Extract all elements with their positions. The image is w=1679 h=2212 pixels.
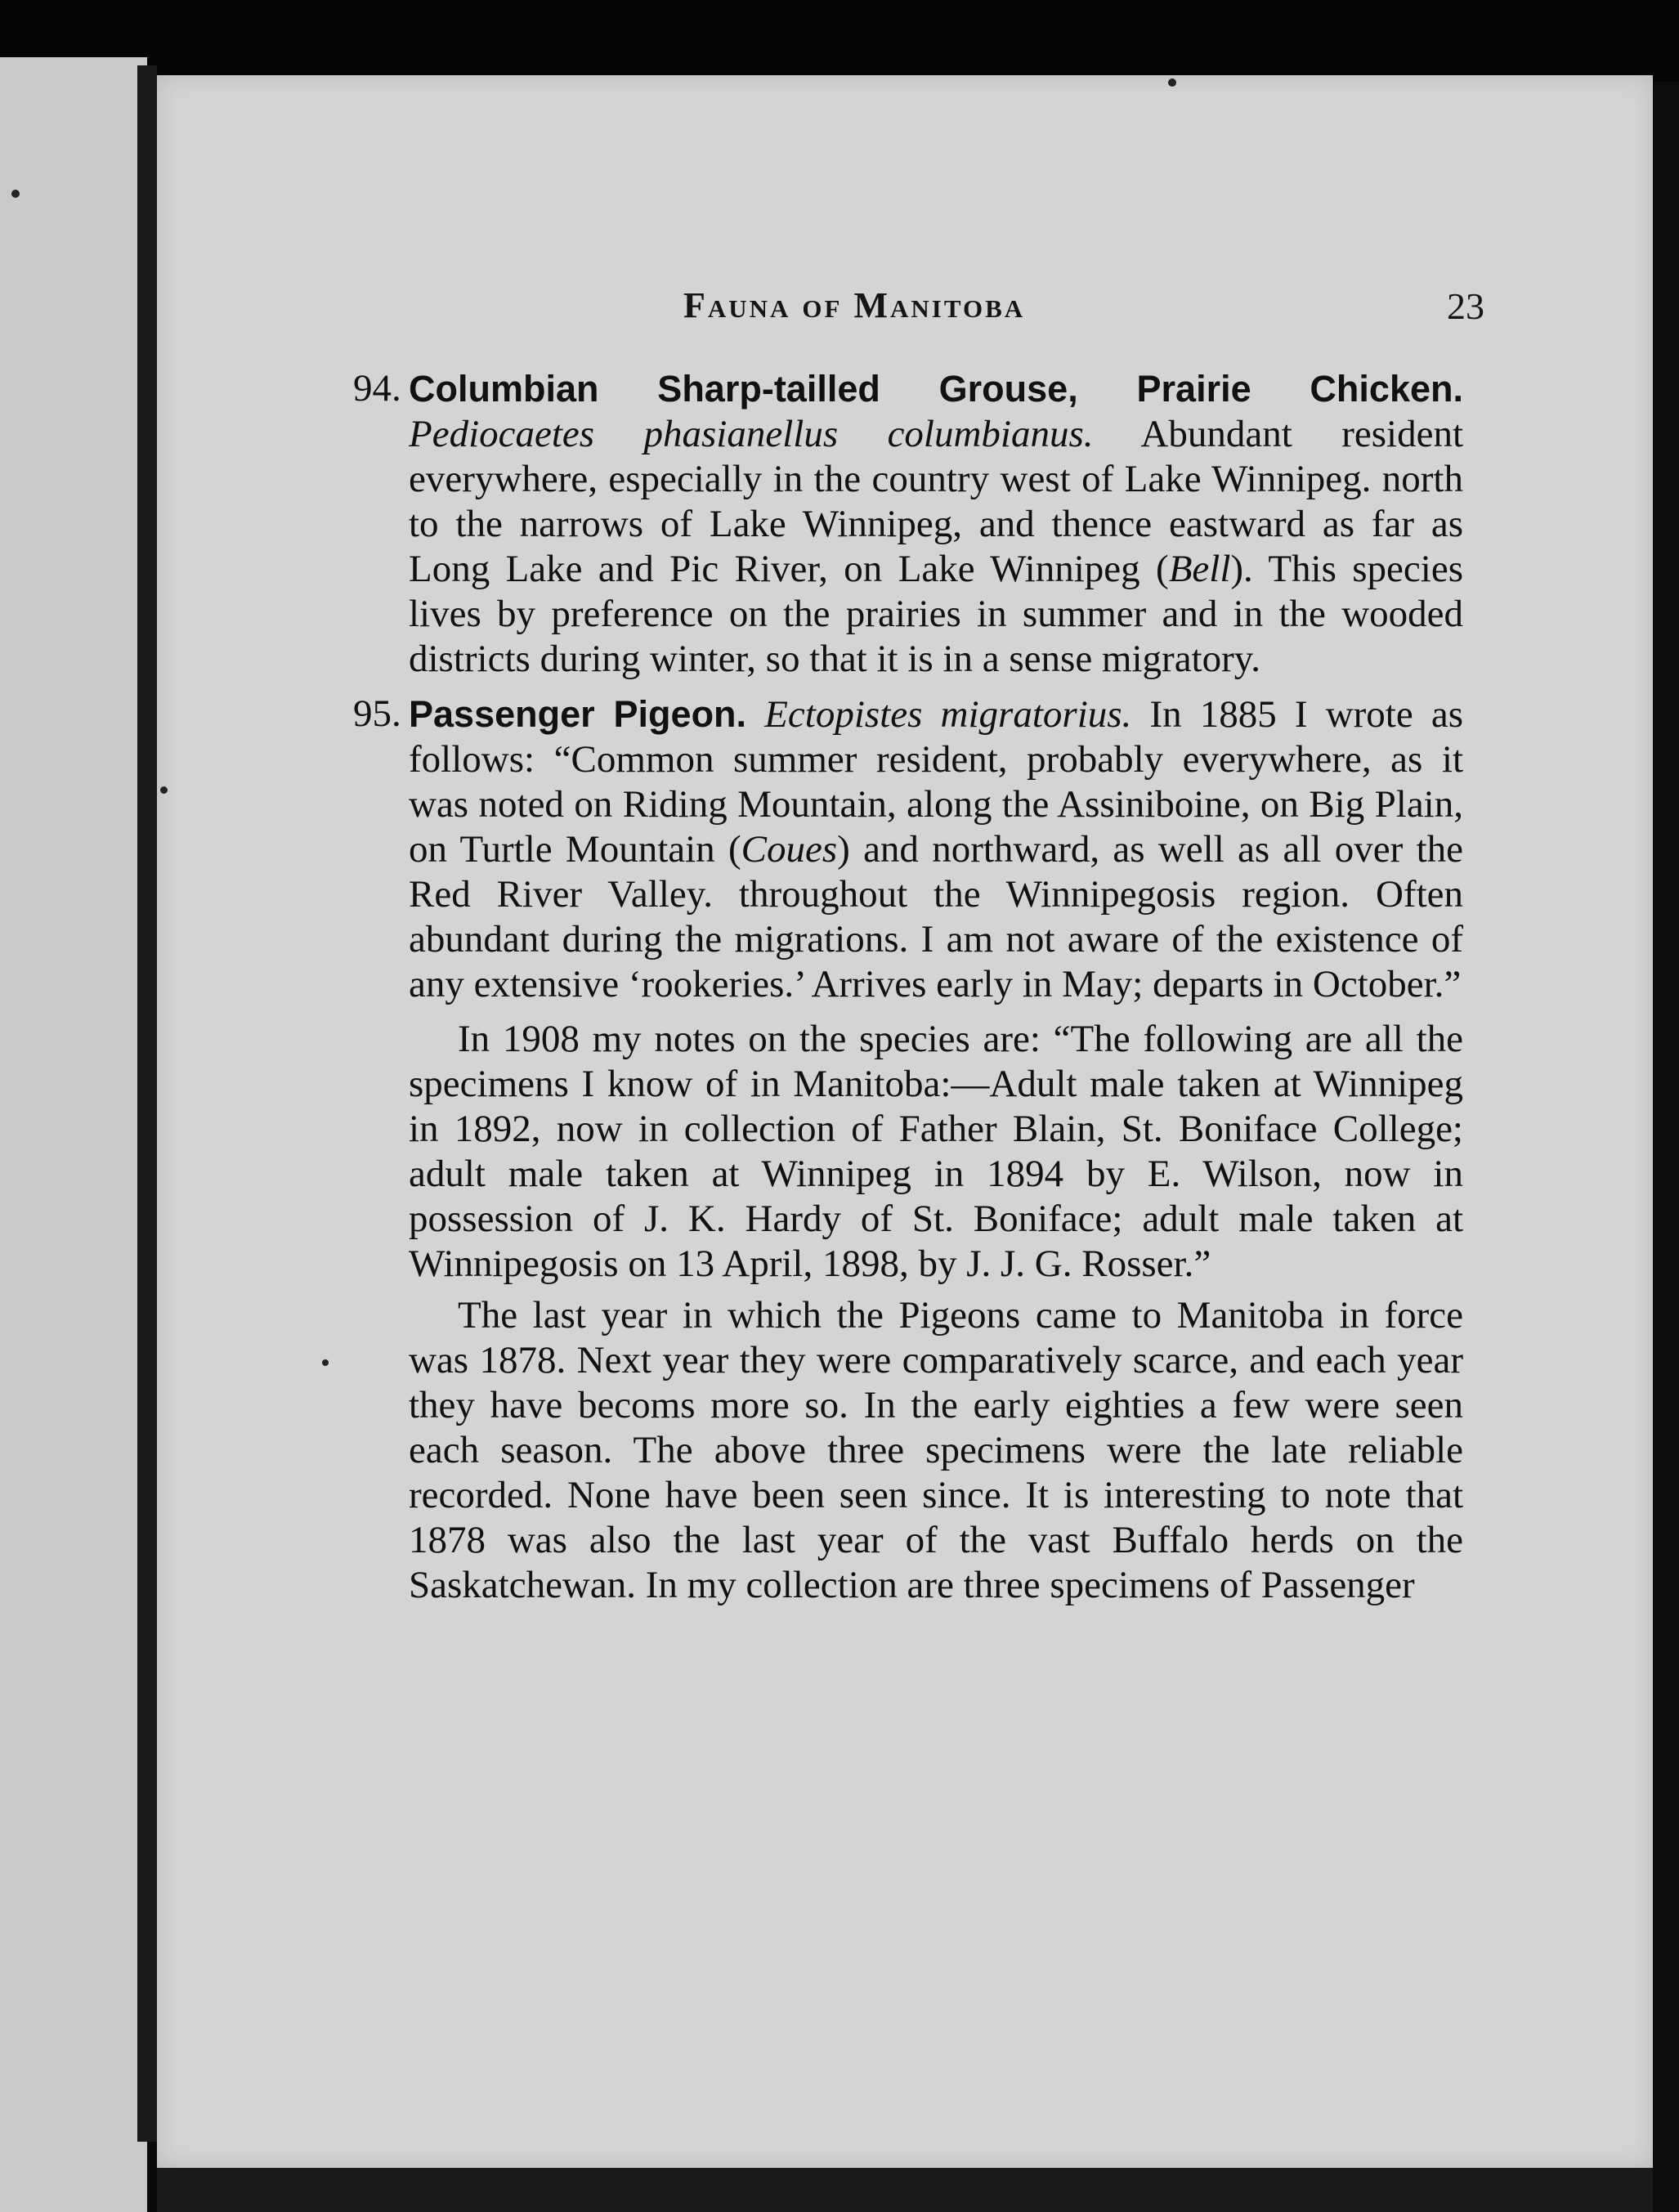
species-name: Columbian Sharp-tailled Grouse, Prairie Chicken. bbox=[409, 368, 1463, 410]
species-entry-94 bbox=[353, 366, 1463, 682]
book-spine bbox=[137, 65, 157, 2142]
running-title: Fauna of Manitoba bbox=[683, 285, 1026, 325]
speck-mark bbox=[11, 190, 20, 198]
entry-text: ) and northward, as well as all over the Red River Valley. throughout the Winnipegosis region. Often abundant during the migrations. I am not aware of the existence of any extensive ‘rookeries.’ Arrives early in May; departs in October.” bbox=[409, 828, 1463, 1005]
scientific-name: Ectopistes migratorius. bbox=[764, 693, 1132, 736]
paragraph: The last year in which the Pigeons came to Manitoba in force was 1878. Next year they were comparatively scarce, and each year they have becoms more so. In the early eighties a few were seen each season. The above three specimens were the late reliable recorded. None have been seen since. It is interesting to note that 1878 was also the last year of the vast Buffalo herds on the Saskatchewan. In my collection are three specimens of Passenger bbox=[409, 1294, 1463, 1606]
entry-number: 95. bbox=[353, 692, 401, 735]
scientific-name: Pediocaetes phasianellus columbianus. bbox=[409, 413, 1094, 455]
page-header bbox=[683, 284, 1484, 334]
species-entry-95 bbox=[353, 692, 1464, 1007]
paragraph: In 1908 my notes on the species are: “The following are all the specimens I know of in Manitoba:—Adult male taken at Winnipeg in 1892, now in collection of Father Blain, St. Boniface College; adult male taken at Winnipeg in 1894 by E. Wilson, now in possession of J. K. Hardy of St. Boniface; adult male taken at Winnipegosis on 13 April, 1898, by J. J. G. Rosser.” bbox=[409, 1018, 1463, 1285]
speck-mark bbox=[160, 786, 168, 794]
species-name: Passenger Pigeon. bbox=[409, 693, 747, 735]
microfilm-top-band bbox=[0, 0, 1679, 82]
left-facing-page-edge bbox=[0, 57, 147, 2212]
entry-text: In 1885 I wrote as follows: “Common summer resident, probably everywhere, as it was noted on Riding Mountain, along the Assiniboine, on Big Plain, on Turtle Mountain ( bbox=[409, 693, 1464, 871]
page-number: 23 bbox=[1447, 285, 1484, 327]
page-text bbox=[353, 366, 1464, 1614]
entry-text: ). This species lives by preference on the prairies in summer and in the wooded districts during winter, so that it is in a sense migratory. bbox=[409, 548, 1463, 680]
entry-text: Abundant resident everywhere, especially in the country west of Lake Winnipeg. north to the narrows of Lake Winnipeg, and thence eastward as far as Long Lake and Pic River, on Lake Winnipeg ( bbox=[409, 413, 1463, 590]
authority: Coues bbox=[741, 828, 838, 871]
page-bottom-edge bbox=[157, 2168, 1653, 2212]
speck-mark bbox=[322, 1359, 329, 1366]
authority: Bell bbox=[1168, 548, 1231, 590]
page-right-edge bbox=[1653, 90, 1679, 2212]
speck-mark bbox=[1168, 78, 1176, 87]
entry-number: 94. bbox=[353, 367, 401, 410]
